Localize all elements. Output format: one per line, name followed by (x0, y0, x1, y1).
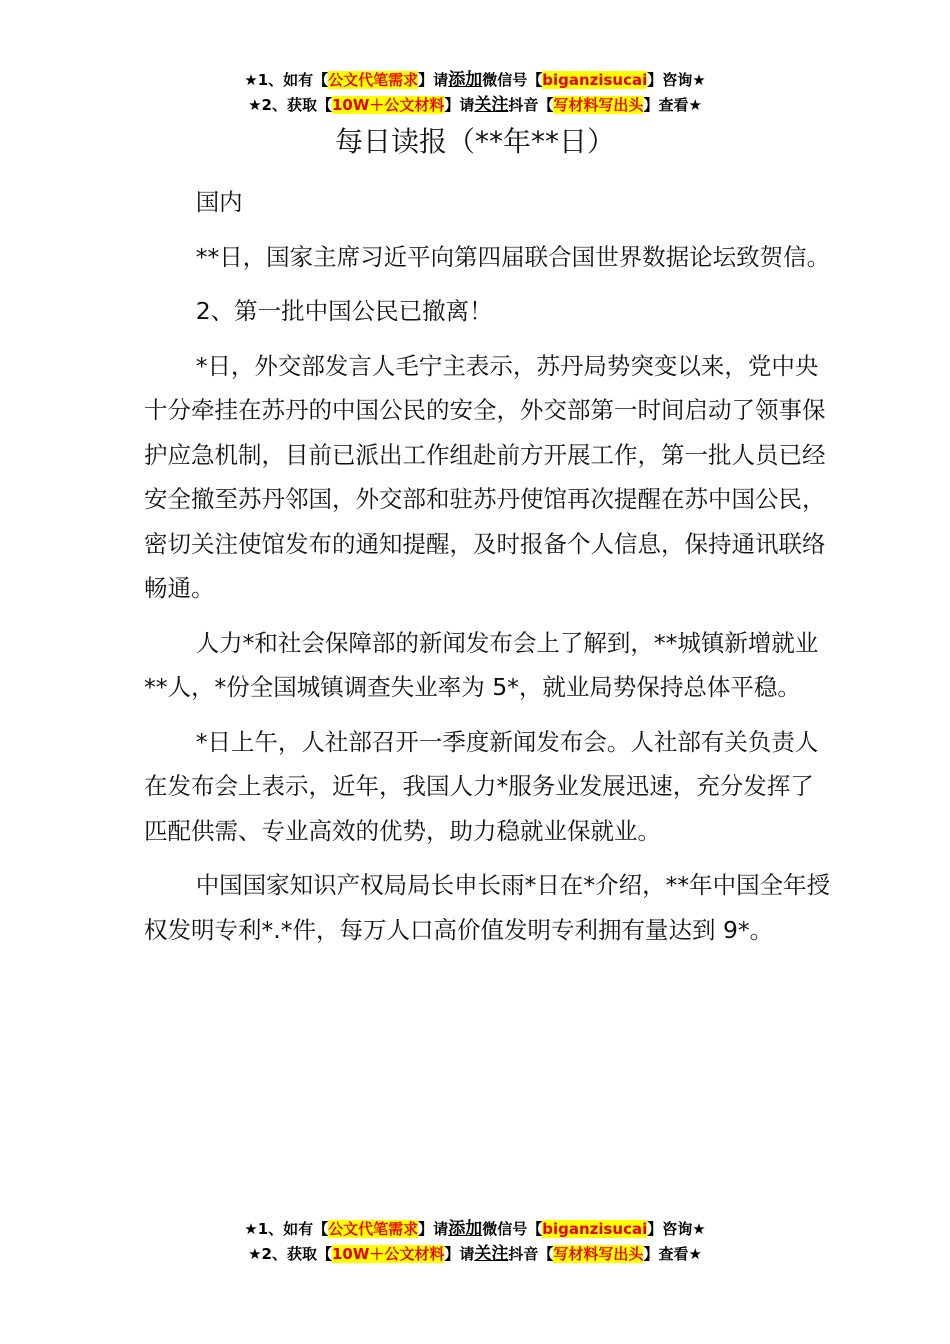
highlight-materials: 10W＋公文材料 (331, 96, 445, 114)
footer-banner (0, 1217, 950, 1267)
banner-text: 1、如有【 (257, 1220, 329, 1238)
banner-line-2 (0, 93, 950, 118)
banner-text: 】请 (444, 1245, 475, 1263)
banner-text: 】查看 (643, 1245, 689, 1263)
star-icon: ★ (692, 1220, 706, 1238)
highlight-wechat-id: biganzisucai (542, 1220, 648, 1238)
star-icon: ★ (248, 1245, 262, 1263)
highlight-douyin-account: 写材料写出头 (553, 1245, 644, 1263)
paragraph: 人力*和社会保障部的新闻发布会上了解到，**城镇新增就业**人，*份全国城镇调查失业率为 5*，就业局势保持总体平稳。 (144, 628, 819, 701)
banner-emphasis: 添加 (448, 1219, 483, 1239)
banner-text: 2、获取【 (261, 96, 332, 114)
header-banner (0, 68, 950, 118)
banner-text: 】请 (418, 1220, 449, 1238)
banner-emphasis: 关注 (474, 1244, 509, 1264)
paragraph: *日，外交部发言人毛宁主表示，苏丹局势突变以来，党中央十分牵挂在苏丹的中国公民的安全，外交部第一时间启动了领事保护应急机制，目前已派出工作组赴前方开展工作，第一批人员已经安全撤至苏丹邻国，外交部和驻苏丹使馆再次提醒在苏中国公民，密切关注使馆发布的通知提醒，及时报备个人信息，保持通讯联络畅通。 (144, 351, 826, 602)
page-title: 每日读报（**年**日） (334, 125, 615, 158)
banner-text: 抖音【 (508, 1245, 554, 1263)
banner-text: 抖音【 (508, 96, 554, 114)
star-icon: ★ (244, 1220, 258, 1238)
paragraph: *日上午，人社部召开一季度新闻发布会。人社部有关负责人在发布会上表示，近年，我国人力*服务业发展迅速，充分发挥了匹配供需、专业高效的优势，助力稳就业保就业。 (144, 727, 819, 845)
paragraph-heading: 2、第一批中国公民已撤离！ (195, 297, 493, 325)
star-icon: ★ (248, 96, 262, 114)
banner-line-1 (0, 1217, 950, 1242)
highlight-materials: 10W＋公文材料 (331, 1245, 445, 1263)
star-icon: ★ (688, 1245, 702, 1263)
document-body (144, 180, 834, 962)
banner-text: 】查看 (643, 96, 689, 114)
star-icon: ★ (244, 71, 258, 89)
section-heading-domestic: 国内 (195, 188, 243, 216)
banner-text: 2、获取【 (261, 1245, 332, 1263)
highlight-douyin-account: 写材料写出头 (553, 96, 644, 114)
banner-text: 】咨询 (647, 71, 693, 89)
banner-text: 微信号【 (482, 1220, 543, 1238)
banner-line-2 (0, 1242, 950, 1267)
banner-emphasis: 关注 (474, 95, 509, 115)
paragraph: 中国国家知识产权局局长申长雨*日在*介绍，**年中国全年授权发明专利*.*件，每万人口高价值发明专利拥有量达到 9*。 (144, 871, 831, 944)
highlight-service: 公文代笔需求 (328, 71, 419, 89)
star-icon: ★ (688, 96, 702, 114)
paragraph: **日，国家主席习近平向第四届联合国世界数据论坛致贺信。 (195, 242, 831, 271)
star-icon: ★ (692, 71, 706, 89)
banner-text: 】咨询 (647, 1220, 693, 1238)
highlight-service: 公文代笔需求 (328, 1220, 419, 1238)
banner-text: 微信号【 (482, 71, 543, 89)
highlight-wechat-id: biganzisucai (542, 71, 648, 89)
banner-line-1 (0, 68, 950, 93)
banner-emphasis: 添加 (448, 70, 483, 90)
banner-text: 】请 (444, 96, 475, 114)
banner-text: 1、如有【 (257, 71, 329, 89)
banner-text: 】请 (418, 71, 449, 89)
